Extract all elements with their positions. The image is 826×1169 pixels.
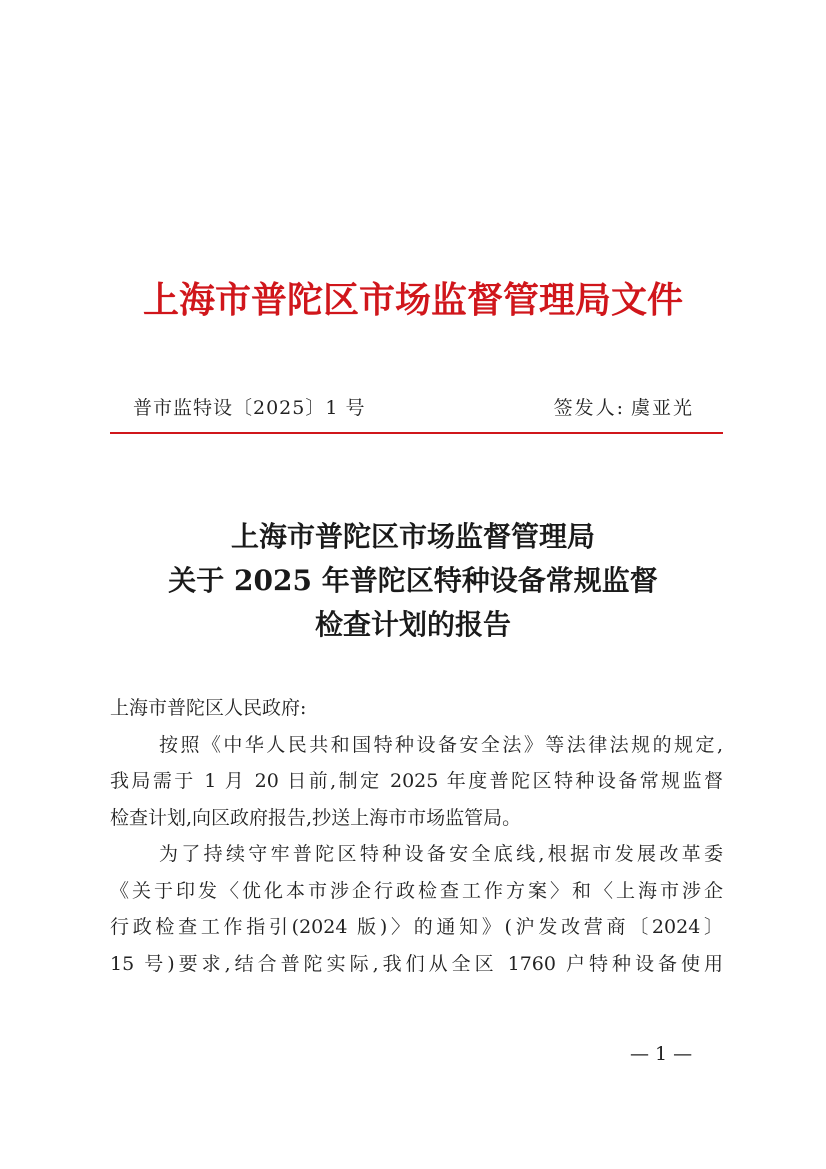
document-body (110, 690, 723, 982)
title-line-2: 关于 2025 年普陀区特种设备常规监督 (168, 564, 658, 597)
salutation: 上海市普陀区人民政府: (110, 697, 307, 719)
issuing-org-title: 上海市普陀区市场监督管理局文件 (142, 279, 683, 321)
title-line-3: 检查计划的报告 (314, 608, 511, 641)
red-divider-line (110, 432, 723, 434)
paragraph-2 (110, 836, 723, 982)
paragraph-line: 我局需于 1 月 20 日前,制定 2025 年度普陀区特种设备常规监督 (110, 770, 723, 792)
signer-name: 虞亚光 (630, 397, 694, 419)
paragraph-line: 为了持续守牢普陀区特种设备安全底线,根据市发展改革委 (159, 843, 723, 865)
paragraph-line: 按照《中华人民共和国特种设备安全法》等法律法规的规定, (159, 733, 723, 756)
paragraph-1 (110, 727, 723, 837)
document-number: 普市监特设〔2025〕1 号 (133, 397, 366, 419)
page-number: — 1 — (630, 1043, 693, 1065)
signer-block (554, 393, 694, 420)
paragraph-line: 15 号)要求,结合普陀实际,我们从全区 1760 户特种设备使用 (110, 952, 723, 975)
title-line-1: 上海市普陀区市场监督管理局 (230, 520, 595, 553)
document-title (0, 515, 826, 647)
paragraph-line: 《关于印发〈优化本市涉企行政检查工作方案〉和〈上海市涉企 (110, 879, 723, 902)
signer-label: 签发人: (553, 397, 625, 419)
paragraph-line: 检查计划,向区政府报告,抄送上海市市场监管局。 (110, 806, 522, 829)
paragraph-line: 行政检查工作指引(2024 版)〉的通知》(沪发改营商〔2024〕 (110, 916, 723, 938)
